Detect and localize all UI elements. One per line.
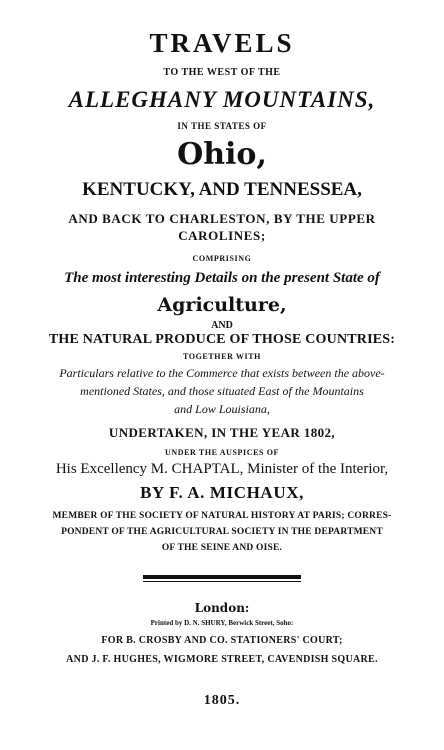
auspices-label: UNDER THE AUSPICES OF [164,448,280,457]
agriculture-heading: Agriculture, [157,294,287,316]
book-title: TRAVELS [149,28,295,58]
divider-rule [143,575,301,579]
patron-line: His Excellency M. CHAPTAL, Minister of the Interior, [55,461,389,477]
together-with-label: TOGETHER WITH [183,352,261,361]
undertaken-line: UNDERTAKEN, IN THE YEAR 1802, [108,425,336,440]
author-credentials: MEMBER OF THE SOCIETY OF NATURAL HISTORY AT PARIS; CORRES- [52,511,392,521]
particulars-line: Particulars relative to the Commerce that exists between the above- [59,366,385,380]
state-ohio: Ohio, [177,137,267,172]
publisher-line: AND J. F. HUGHES, WIGMORE STREET, CAVENDISH SQUARE. [66,654,378,665]
particulars-line: and Low Louisiana, [174,402,270,416]
author-credentials: PONDENT OF THE AGRICULTURAL SOCIETY IN THE DEPARTMENT [61,527,383,537]
author-line: BY F. A. MICHAUX, [140,483,304,502]
divider-rule [143,581,301,582]
details-line: The most interesting Details on the present State of [64,270,380,286]
natural-produce-line: THE NATURAL PRODUCE OF THOSE COUNTRIES: [48,332,396,347]
subtitle-line: CAROLINES; [178,228,266,243]
imprint-place: London: [194,601,250,615]
imprint-year: 1805. [203,693,241,708]
publisher-line: FOR B. CROSBY AND CO. STATIONERS' COURT; [101,635,343,646]
particulars-line: mentioned States, and those situated East of the Mountains [80,384,364,398]
subtitle-line: IN THE STATES OF [177,121,267,131]
subtitle-line: TO THE WEST OF THE [163,67,281,78]
comprising-label: COMPRISING [192,254,252,263]
states-line: KENTUCKY, AND TENNESSEA, [82,179,362,200]
printer-line: Printed by D. N. SHURY, Berwick Street, Soho: [150,619,294,627]
author-credentials: OF THE SEINE AND OISE. [161,543,283,553]
subtitle-mountains: ALLEGHANY MOUNTAINS, [68,87,376,112]
subtitle-line: AND BACK TO CHARLESTON, BY THE UPPER [68,211,376,226]
and-label: AND [211,320,233,331]
